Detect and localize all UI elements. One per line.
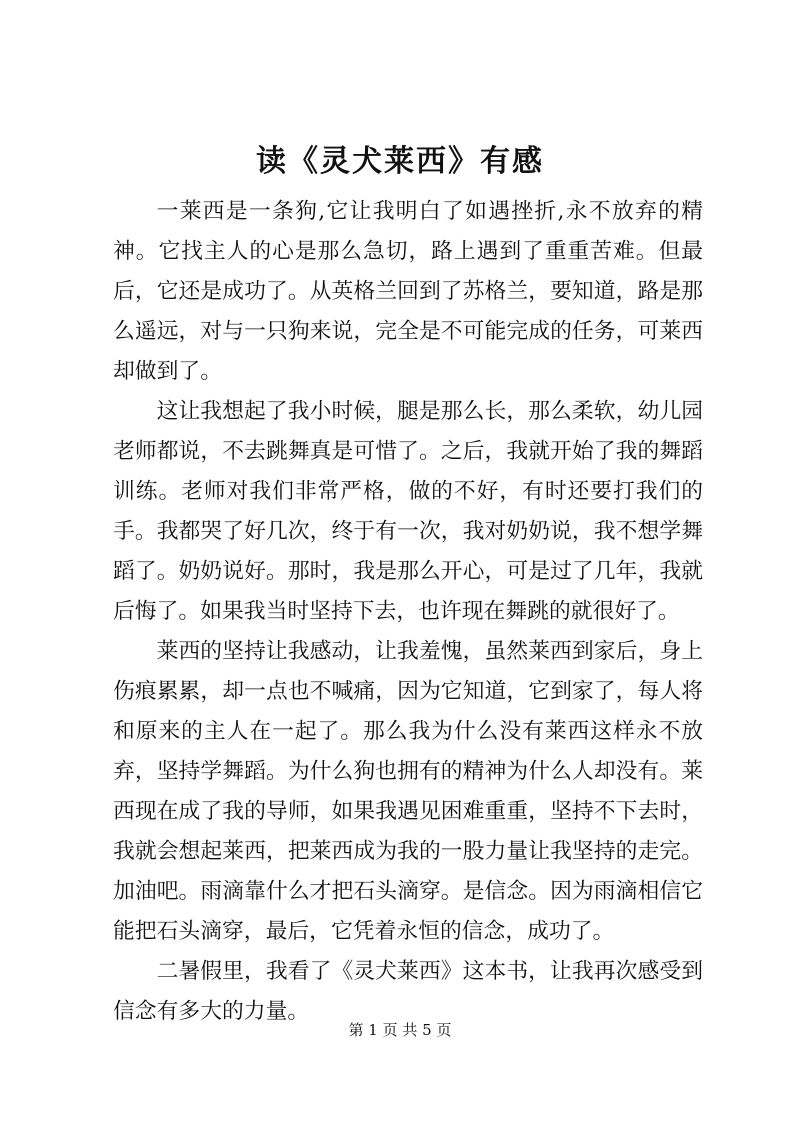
paragraph-2: 这让我想起了我小时候，腿是那么长，那么柔软，幼儿园老师都说，不去跳舞真是可惜了。之后，我就开始了我的舞蹈训练。老师对我们非常严格，做的不好，有时还要打我们的手。我都哭了好几次，终于有一次，我对奶奶说，我不想学舞蹈了。奶奶说好。那时，我是那么开心，可是过了几年，我就后悔了。如果我当时坚持下去，也许现在舞跳的就很好了。	[113, 399, 703, 624]
paragraph-3: 莱西的坚持让我感动，让我羞愧，虽然莱西到家后，身上伤痕累累，却一点也不喊痛，因为它知道，它到家了，每人将和原来的主人在一起了。那么我为什么没有莱西这样永不放弃，坚持学舞蹈。为什么狗也拥有的精神为什么人却没有。莱西现在成了我的导师，如果我遇见困难重重，坚持不下去时，我就会想起莱西，把莱西成为我的一股力量让我坚持的走完。加油吧。雨滴靠什么才把石头滴穿。是信念。因为雨滴相信它能把石头滴穿，最后，它凭着永恒的信念，成功了。	[113, 639, 703, 944]
document-body	[113, 192, 703, 1032]
page-title: 读《灵犬莱西》有感	[256, 144, 544, 179]
paragraph-1: 一莱西是一条狗,它让我明白了如遇挫折,永不放弃的精神。它找主人的心是那么急切，路上遇到了重重苦难。但最后，它还是成功了。从英格兰回到了苏格兰，要知道，路是那么遥远，对与一只狗来说，完全是不可能完成的任务，可莱西却做到了。	[113, 199, 703, 384]
paragraph-4: 二暑假里，我看了《灵犬莱西》这本书，让我再次感受到信念有多大的力量。	[113, 959, 703, 1024]
page-footer: 第 1 页 共 5 页	[348, 1021, 452, 1039]
